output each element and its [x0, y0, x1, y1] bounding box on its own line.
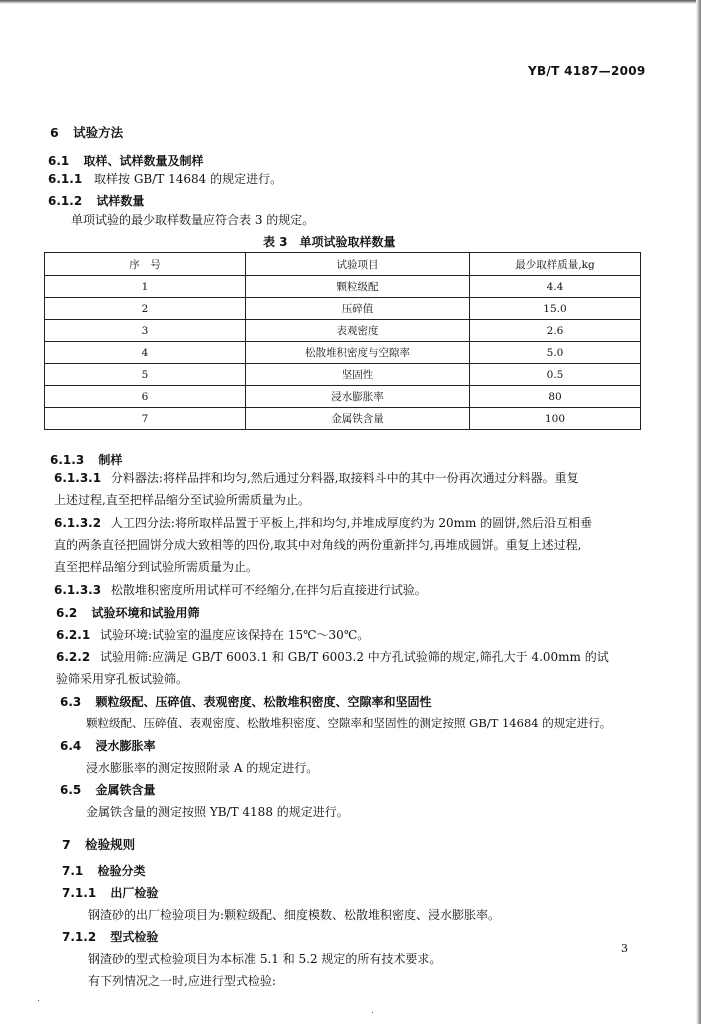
clause-6-1-3-1-continued: 上述过程,直至把样品缩分至试验所需质量为止。 [54, 493, 310, 507]
table-cell: 浸水膨胀率 [246, 386, 470, 408]
table-cell: 2 [45, 298, 246, 320]
section-title: 制样 [98, 453, 123, 467]
clause-6-5-text: 金属铁含量的测定按照 YB/T 4188 的规定进行。 [86, 805, 349, 819]
section-6-1-3-heading [50, 451, 122, 468]
clause-text: 分料器法:将样品拌和均匀,然后通过分料器,取接料斗中的其中一份再次通过分料器。重复 [110, 471, 579, 485]
table-row [45, 408, 641, 430]
table-cell: 压碎值 [246, 298, 470, 320]
clause-number: 6.1.1 [48, 172, 83, 186]
section-title: 出厂检验 [110, 886, 159, 900]
section-title: 试样数量 [96, 194, 145, 208]
section-title: 金属铁含量 [95, 783, 156, 797]
section-number: 6 [50, 125, 59, 140]
table-3-caption: 表 3 单项试验取样数量 [263, 235, 396, 249]
section-number: 7.1.2 [62, 930, 97, 944]
scan-speck [38, 1000, 39, 1001]
clause-6-1-3-2 [54, 514, 592, 531]
table-cell: 7 [45, 408, 246, 430]
clause-7-1-2-text: 有下列情况之一时,应进行型式检验: [88, 974, 276, 988]
table-row [45, 320, 641, 342]
section-number: 7.1.1 [62, 886, 97, 900]
table-row [45, 364, 641, 386]
section-number: 7 [62, 837, 71, 852]
table-cell: 4 [45, 342, 246, 364]
table-header-row [45, 253, 641, 276]
clause-6-1-2-text: 单项试验的最少取样数量应符合表 3 的规定。 [71, 213, 315, 227]
clause-text: 试验环境:试验室的温度应该保持在 15℃～30℃。 [100, 628, 370, 642]
section-title: 检验规则 [85, 837, 136, 852]
section-title: 浸水膨胀率 [95, 739, 156, 753]
table-cell: 6 [45, 386, 246, 408]
section-6-4-heading [60, 737, 155, 754]
section-title: 颗粒级配、压碎值、表观密度、松散堆积密度、空隙率和坚固性 [95, 695, 432, 709]
clause-7-1-2-text: 钢渣砂的型式检验项目为本标准 5.1 和 5.2 规定的所有技术要求。 [88, 952, 442, 966]
scan-speck [372, 1012, 373, 1013]
table-row [45, 298, 641, 320]
section-6-1-2-heading [48, 192, 144, 209]
table-cell: 松散堆积密度与空隙率 [246, 342, 470, 364]
table-cell: 0.5 [470, 364, 641, 386]
section-number: 6.1.3 [50, 453, 85, 467]
section-number: 6.1 [48, 154, 70, 168]
clause-6-3-text: 颗粒级配、压碎值、表观密度、松散堆积密度、空隙率和坚固性的测定按照 GB/T 14684 的规定进行。 [86, 716, 612, 730]
clause-6-1-1 [48, 170, 282, 187]
page-number: 3 [621, 942, 628, 955]
clause-text: 人工四分法:将所取样品置于平板上,拌和均匀,并堆成厚度约为 20mm 的圆饼,然后沿互相垂 [110, 516, 593, 530]
section-7-1-2-heading [62, 928, 158, 945]
section-title: 检验分类 [97, 864, 146, 878]
clause-number: 6.1.3.3 [54, 583, 102, 597]
section-title: 取样、试样数量及制样 [83, 154, 204, 168]
section-7-1-heading [62, 862, 145, 879]
standard-code: YB/T 4187—2009 [528, 64, 646, 78]
scan-edge-top [0, 0, 701, 4]
clause-6-1-3-3 [54, 581, 427, 598]
section-number: 6.1.2 [48, 194, 83, 208]
section-6-2-heading [56, 604, 199, 621]
section-number: 7.1 [62, 864, 84, 878]
section-number: 6.5 [60, 783, 82, 797]
table-cell: 颗粒级配 [246, 276, 470, 298]
table-cell: 80 [470, 386, 641, 408]
column-header: 试验项目 [246, 253, 470, 276]
table-cell: 2.6 [470, 320, 641, 342]
clause-text: 松散堆积密度所用试样可不经缩分,在拌匀后直接进行试验。 [110, 583, 427, 597]
clause-number: 6.2.1 [56, 628, 91, 642]
table-cell: 15.0 [470, 298, 641, 320]
clause-text: 试验用筛:应满足 GB/T 6003.1 和 GB/T 6003.2 中方孔试验筛的规定,筛孔大于 4.00mm 的试 [100, 650, 609, 664]
clause-number: 6.1.3.1 [54, 471, 102, 485]
section-title: 试验环境和试验用筛 [91, 606, 200, 620]
table-3 [44, 252, 641, 430]
table-row [45, 386, 641, 408]
section-7-heading [62, 835, 135, 853]
table-cell: 3 [45, 320, 246, 342]
clause-6-4-text: 浸水膨胀率的测定按照附录 A 的规定进行。 [86, 761, 319, 775]
table-cell: 5 [45, 364, 246, 386]
table-cell: 金属铁含量 [246, 408, 470, 430]
section-7-1-1-heading [62, 884, 158, 901]
section-number: 6.4 [60, 739, 82, 753]
clause-6-2-2-continued: 验筛采用穿孔板试验筛。 [56, 672, 189, 686]
table-cell: 1 [45, 276, 246, 298]
clause-number: 6.2.2 [56, 650, 91, 664]
table-row [45, 342, 641, 364]
section-number: 6.2 [56, 606, 78, 620]
clause-6-1-3-2-continued: 直至把样品缩分到试验所需质量为止。 [54, 560, 259, 574]
column-header: 序 号 [45, 253, 246, 276]
clause-6-2-1 [56, 626, 369, 643]
clause-6-1-3-1 [54, 469, 579, 486]
section-6-5-heading [60, 781, 155, 798]
clause-6-2-2 [56, 648, 609, 665]
section-number: 6.3 [60, 695, 82, 709]
section-6-1-heading [48, 152, 203, 169]
table-cell: 表观密度 [246, 320, 470, 342]
section-title: 型式检验 [110, 930, 159, 944]
table-cell: 100 [470, 408, 641, 430]
table-cell: 坚固性 [246, 364, 470, 386]
column-header: 最少取样质量,kg [470, 253, 641, 276]
scan-edge-right [696, 0, 701, 1024]
section-6-heading [50, 123, 123, 141]
clause-text: 取样按 GB/T 14684 的规定进行。 [94, 172, 283, 186]
clause-6-1-3-2-continued: 直的两条直径把圆饼分成大致相等的四份,取其中对角线的两份重新拌匀,再堆成圆饼。重复上述过程, [54, 538, 582, 552]
section-title: 试验方法 [73, 125, 124, 140]
table-row [45, 276, 641, 298]
section-6-3-heading [60, 693, 431, 710]
table-cell: 5.0 [470, 342, 641, 364]
clause-7-1-1-text: 钢渣砂的出厂检验项目为:颗粒级配、细度模数、松散堆积密度、浸水膨胀率。 [88, 908, 501, 922]
clause-number: 6.1.3.2 [54, 516, 102, 530]
table-cell: 4.4 [470, 276, 641, 298]
